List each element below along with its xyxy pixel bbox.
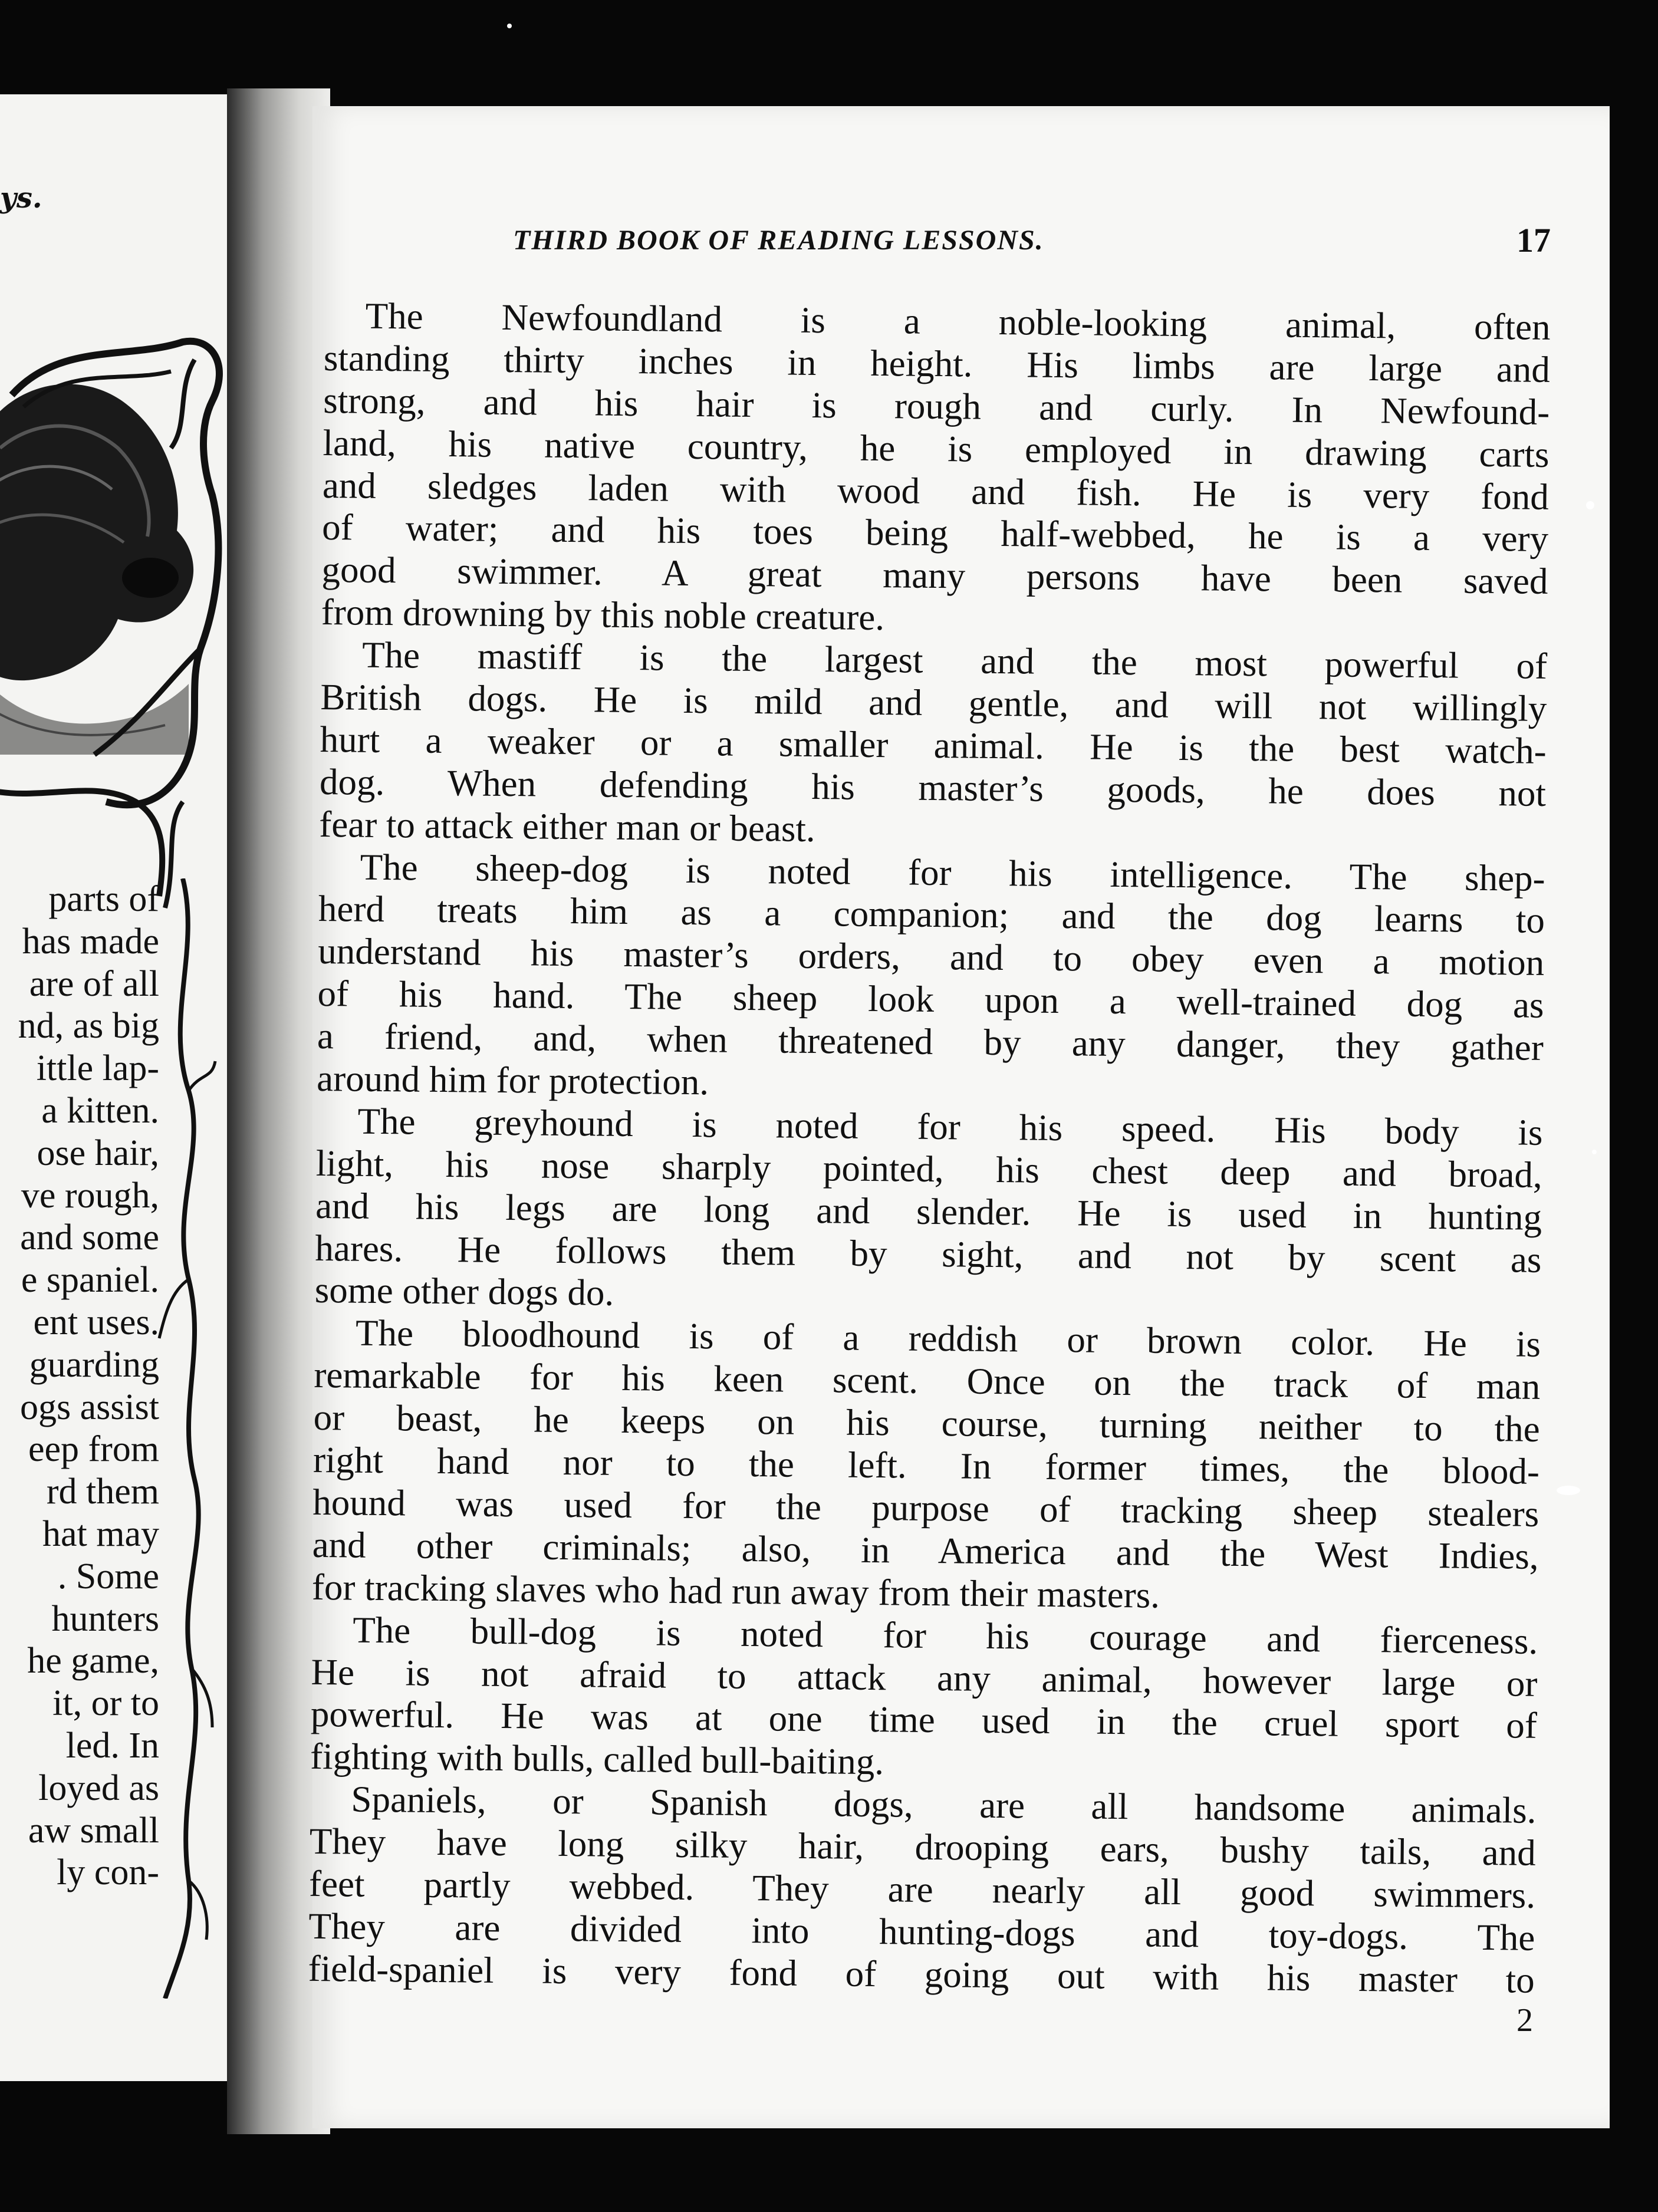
text-line: remarkable for his keen scent. Once on the track of man [314, 1354, 1541, 1408]
text-line: standing thirty inches in height. His limbs are large and [323, 337, 1551, 390]
text-line: strong, and his hair is rough and curly. In Newfound- [323, 379, 1550, 433]
text-line: hound was used for the purpose of tracking sheep stealers [312, 1481, 1539, 1535]
text-line: fear to attack either man or beast. [319, 803, 816, 850]
left-page-line: hunters [51, 1598, 159, 1639]
left-page-line: ose hair, [37, 1133, 159, 1173]
text-line: hares. He follows them by sight, and not by scent as [315, 1227, 1542, 1281]
text-line: good swimmer. A great many persons have been saved [321, 549, 1548, 603]
vine-border-ornament [153, 878, 218, 1999]
body-text [308, 295, 1551, 2002]
text-line: powerful. He was at one time used in the cruel sport of [310, 1693, 1538, 1747]
text-line: He is not afraid to attack any animal, however large or [311, 1651, 1538, 1704]
running-head [513, 221, 1551, 265]
left-page-line: led. In [65, 1725, 159, 1766]
text-line: light, his nose sharply pointed, his chest deep and broad, [315, 1142, 1543, 1196]
left-page-line: ent uses. [33, 1302, 159, 1342]
left-page-line: a kitten. [41, 1090, 159, 1131]
left-page-line: parts of [48, 879, 159, 919]
left-page-line: ittle lap- [36, 1048, 159, 1089]
text-line: feet partly webbed. They are nearly all good swimmers. [308, 1862, 1536, 1916]
text-line: some other dogs do. [314, 1269, 614, 1314]
left-page [0, 94, 230, 2081]
text-line: dog. When defending his master’s goods, he does not [319, 761, 1547, 814]
text-line: They have long silky hair, drooping ears, bushy tails, and [309, 1820, 1537, 1874]
text-line: The Newfoundland is a noble-looking animal, often [365, 295, 1551, 348]
text-line: The bull-dog is noted for his courage and fierceness. [352, 1609, 1538, 1662]
text-line: of his hand. The sheep look upon a well-trained dog as [317, 973, 1544, 1026]
scan-speck [1557, 1486, 1580, 1495]
text-line: field-spaniel is very fond of going out with his master to [308, 1947, 1535, 2001]
text-line: The bloodhound is of a reddish or brown color. He is [355, 1312, 1541, 1365]
left-page-line: guarding [29, 1344, 159, 1385]
left-page-line: e spaniel. [21, 1260, 159, 1301]
left-page-line: has made [22, 921, 159, 962]
text-line: land, his native country, he is employed in drawing carts [323, 422, 1550, 475]
text-line: They are divided into hunting-dogs and toy-dogs. The [308, 1905, 1535, 1958]
left-page-line: eep from [28, 1429, 159, 1470]
left-page-text-fragments [0, 878, 159, 1894]
left-page-line: loyed as [38, 1767, 159, 1808]
text-line: right hand nor to the left. In former times, the blood- [312, 1439, 1540, 1492]
scan-speck [507, 24, 512, 28]
right-page [308, 106, 1610, 2128]
text-line: British dogs. He is mild and gentle, and will not willingly [320, 676, 1547, 729]
text-line: The mastiff is the largest and the most powerful of [361, 634, 1548, 687]
left-page-line: rd them [46, 1472, 159, 1512]
text-line: around him for protection. [316, 1057, 709, 1103]
scan-speck [1592, 1150, 1597, 1154]
left-page-line: aw small [28, 1810, 159, 1851]
left-page-line: hat may [42, 1513, 159, 1554]
left-page-line: ly con- [57, 1852, 159, 1893]
left-page-line: . Some [57, 1556, 159, 1597]
text-line: and his legs are long and slender. He is used in hunting [315, 1184, 1542, 1238]
left-page-line: he game, [27, 1641, 159, 1681]
text-line: from drowning by this noble creature. [321, 591, 885, 638]
text-line: or beast, he keeps on his course, turning neither to the [313, 1397, 1540, 1450]
text-line: and sledges laden with wood and fish. He is very fond [322, 464, 1550, 518]
signature-mark: 2 [1516, 2002, 1533, 2039]
scan-speck [1586, 501, 1594, 509]
text-line: for tracking slaves who had run away from their masters. [311, 1566, 1160, 1616]
text-line: understand his master’s orders, and to obey even a motion [317, 930, 1545, 984]
text-line: fighting with bulls, called bull-baiting. [310, 1736, 884, 1783]
text-line: and other criminals; also, in America and the West Indies, [312, 1523, 1539, 1577]
text-line: Spaniels, or Spanish dogs, are all handsome animals. [351, 1778, 1537, 1832]
text-line: The sheep-dog is noted for his intelligence. The shep- [360, 846, 1545, 899]
left-page-line: are of all [29, 963, 159, 1004]
text-line: herd treats him as a companion; and the dog learns to [318, 888, 1545, 942]
left-page-line: ogs assist [20, 1387, 159, 1427]
left-page-line: ve rough, [21, 1175, 159, 1216]
text-line: The greyhound is noted for his speed. His body is [357, 1100, 1543, 1153]
text-line: a friend, and, when threatened by any danger, they gather [317, 1015, 1544, 1069]
text-line: of water; and his toes being half-webbed, he is a very [321, 506, 1549, 560]
dog-engraving-illustration [0, 271, 230, 920]
left-page-line: and some [20, 1217, 159, 1258]
left-page-line: it, or to [52, 1683, 159, 1724]
page-number: 17 [1516, 221, 1551, 259]
left-page-line: nd, as big [18, 1006, 159, 1046]
left-running-head-fragment: ys. [0, 182, 42, 215]
text-line: hurt a weaker or a smaller animal. He is the best watch- [320, 718, 1547, 772]
book-title-header: THIRD BOOK OF READING LESSONS. [513, 225, 1044, 256]
